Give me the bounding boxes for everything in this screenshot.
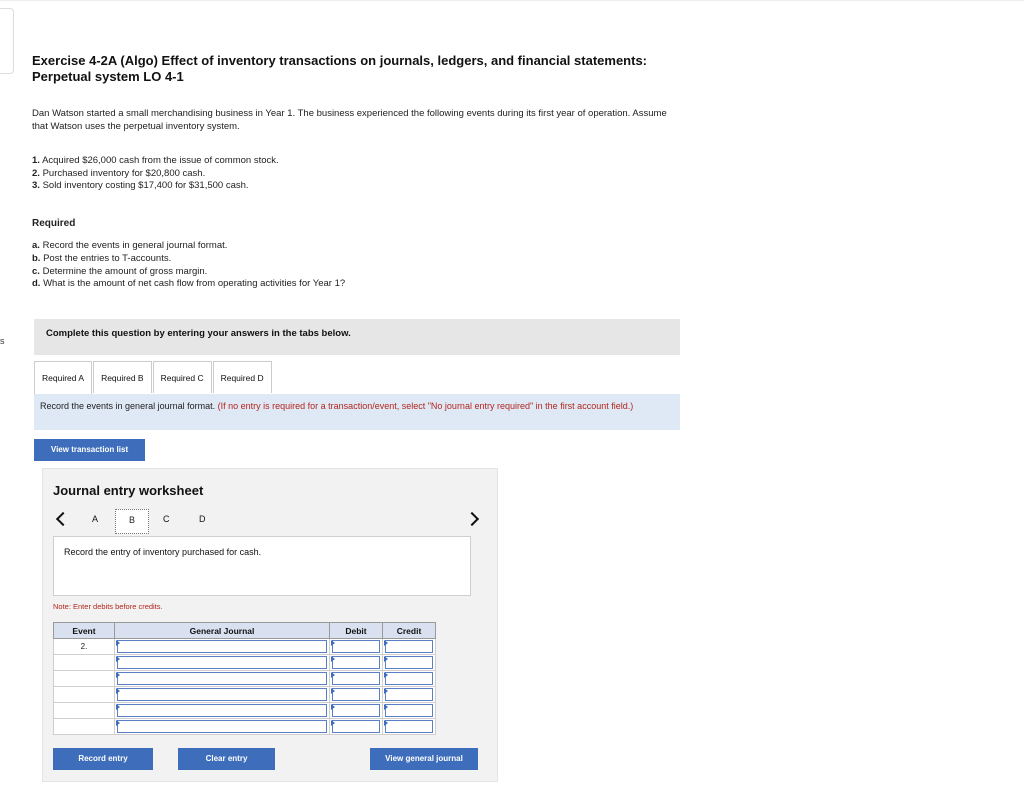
tab-required-a[interactable]: Required A (34, 361, 92, 394)
entry-prompt-box (53, 536, 471, 596)
column-general-journal: General Journal (115, 623, 330, 639)
nav-letter-a[interactable]: A (92, 514, 99, 524)
list-item: 1. Acquired $26,000 cash from the issue of common stock. (32, 155, 279, 166)
list-item: b. Post the entries to T-accounts. (32, 252, 172, 264)
credit-input[interactable] (383, 719, 436, 735)
clear-entry-button[interactable]: Clear entry (178, 748, 275, 770)
tab-required-b[interactable]: Required B (93, 361, 152, 393)
table-row (54, 703, 436, 719)
view-transaction-list-button[interactable]: View transaction list (34, 439, 145, 461)
list-item: 2. Purchased inventory for $20,800 cash. (32, 167, 206, 179)
list-item: d. What is the amount of net cash flow from operating activities for Year 1? (32, 278, 346, 290)
instruction-note: (If no entry is required for a transaction/event, select "No journal entry required" in the first account field.) (217, 401, 634, 411)
credit-input[interactable] (383, 687, 436, 703)
entry-prompt: Record the entry of inventory purchased for cash. (64, 547, 262, 557)
table-row (54, 687, 436, 703)
credit-input[interactable] (383, 671, 436, 687)
column-debit: Debit (330, 623, 383, 639)
debit-input[interactable] (330, 671, 383, 687)
account-input[interactable] (115, 719, 330, 735)
debits-note: Note: Enter debits before credits. (53, 602, 163, 611)
complete-banner (34, 319, 680, 355)
debit-input[interactable] (330, 687, 383, 703)
worksheet-title: Journal entry worksheet (53, 483, 204, 498)
record-entry-button[interactable]: Record entry (53, 748, 153, 770)
table-header-row (54, 623, 436, 639)
debit-input[interactable] (330, 719, 383, 735)
instruction-box (34, 394, 680, 430)
event-cell (54, 655, 115, 671)
account-input[interactable] (115, 639, 330, 655)
list-item: 3. Sold inventory costing $17,400 for $31,500 cash. (32, 180, 249, 191)
account-input[interactable] (115, 655, 330, 671)
account-input[interactable] (115, 687, 330, 703)
tab-required-d[interactable]: Required D (213, 361, 272, 393)
intro-paragraph: Dan Watson started a small merchandising business in Year 1. The business experienced the following events during its first year of operation. Assume that Watson uses the perpetual inventory system. (32, 108, 667, 132)
debit-input[interactable] (330, 703, 383, 719)
side-marker: s (0, 336, 5, 346)
nav-letter-d[interactable]: D (199, 514, 206, 524)
instruction-text: Record the events in general journal format. (40, 401, 216, 411)
required-heading: Required (32, 218, 76, 229)
table-row (54, 719, 436, 735)
debit-input[interactable] (330, 655, 383, 671)
nav-letter-b[interactable]: B (115, 509, 149, 534)
event-list (32, 155, 279, 193)
nav-letter-c[interactable]: C (163, 514, 170, 524)
tab-required-c[interactable]: Required C (153, 361, 212, 393)
requirements-list (32, 240, 345, 291)
column-event: Event (54, 623, 115, 639)
list-item: c. Determine the amount of gross margin. (32, 265, 208, 277)
credit-input[interactable] (383, 655, 436, 671)
exercise-title: Exercise 4-2A (Algo) Effect of inventory transactions on journals, ledgers, and financial statements: Perpetual system LO 4-1 (32, 53, 647, 84)
table-row (54, 655, 436, 671)
event-cell (54, 719, 115, 735)
table-row (54, 671, 436, 687)
event-cell: 2. (54, 639, 115, 655)
account-input[interactable] (115, 671, 330, 687)
journal-table (53, 622, 436, 735)
table-row (54, 639, 436, 655)
side-panel-tab[interactable] (0, 8, 14, 74)
view-general-journal-button[interactable]: View general journal (370, 748, 478, 770)
event-cell (54, 671, 115, 687)
top-divider (0, 0, 1024, 1)
event-cell (54, 687, 115, 703)
event-cell (54, 703, 115, 719)
column-credit: Credit (383, 623, 436, 639)
complete-banner-text: Complete this question by entering your answers in the tabs below. (46, 328, 351, 339)
debit-input[interactable] (330, 639, 383, 655)
credit-input[interactable] (383, 639, 436, 655)
requirement-tabs (34, 361, 273, 394)
account-input[interactable] (115, 703, 330, 719)
list-item: a. Record the events in general journal format. (32, 240, 228, 251)
credit-input[interactable] (383, 703, 436, 719)
